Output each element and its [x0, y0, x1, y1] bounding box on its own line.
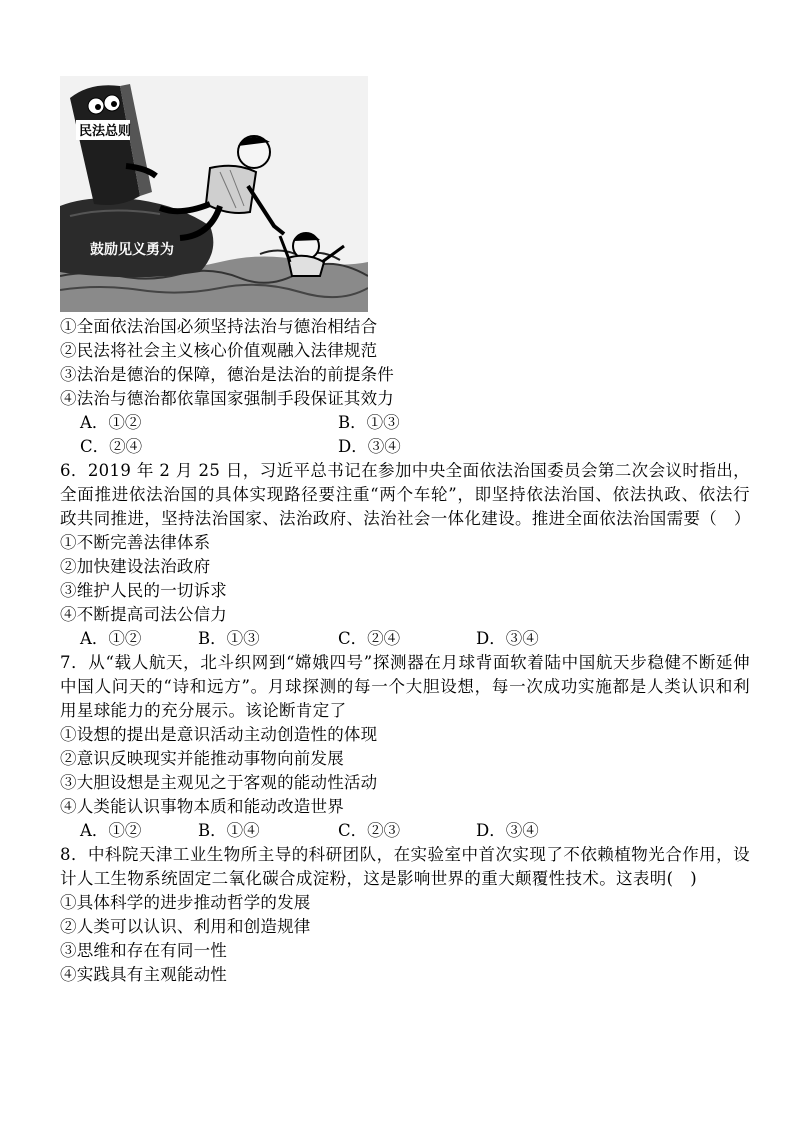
q5-option-c[interactable]: C．②④	[80, 437, 143, 456]
q7-statement: ①设想的提出是意识活动主动创造性的体现	[60, 725, 378, 744]
q6-stem: 6．2019 年 2 月 25 日，习近平总书记在参加中央全面依法治国委员会第二次会议时指出，全面推进依法治国的具体实现路径要注重“两个车轮”，即坚持依法治国、依法执政、依法行政共同推进，坚持法治国家、法治政府、法治社会一体化建设。推进全面依法治国需要（ ）	[60, 461, 751, 528]
cartoon-svg	[60, 76, 368, 312]
q5-statement: ②民法将社会主义核心价值观融入法律规范	[60, 341, 378, 360]
q6-statement: ①不断完善法律体系	[60, 533, 211, 552]
q7-option-c[interactable]: C．②③	[338, 821, 401, 840]
q6-statement: ②加快建设法治政府	[60, 557, 211, 576]
q8-statement: ②人类可以认识、利用和创造规律	[60, 917, 311, 936]
q8-statement: ①具体科学的进步推动哲学的发展	[60, 893, 311, 912]
q6-option-c[interactable]: C．②④	[338, 629, 401, 648]
q7-statement: ④人类能认识事物本质和能动改造世界	[60, 797, 344, 816]
q7-statement: ③大胆设想是主观见之于客观的能动性活动	[60, 773, 378, 792]
q8-statement: ③思维和存在有同一性	[60, 941, 227, 960]
question-8	[60, 843, 750, 987]
exam-page	[60, 315, 750, 987]
question-7	[60, 651, 750, 843]
question-6	[60, 459, 750, 651]
q5-statement: ①全面依法治国必须坚持法治与德治相结合	[60, 317, 378, 336]
q6-statement: ③维护人民的一切诉求	[60, 581, 227, 600]
q5-options-row-2	[60, 435, 750, 459]
q8-statement: ④实践具有主观能动性	[60, 965, 227, 984]
q7-option-a[interactable]: A．①②	[80, 821, 142, 840]
cartoon-illustration	[60, 76, 368, 312]
q6-statement: ④不断提高司法公信力	[60, 605, 227, 624]
q6-option-d[interactable]: D．③④	[476, 629, 539, 648]
q5-statement: ③法治是德治的保障，德治是法治的前提条件	[60, 365, 394, 384]
q5-option-d[interactable]: D．③④	[338, 437, 401, 456]
q7-option-d[interactable]: D．③④	[476, 821, 539, 840]
q6-options	[60, 627, 750, 651]
q7-statement: ②意识反映现实并能推动事物向前发展	[60, 749, 344, 768]
question-5	[60, 315, 750, 459]
q7-option-b[interactable]: B．①④	[198, 821, 260, 840]
q7-options	[60, 819, 750, 843]
rock-label: 鼓励见义勇为	[90, 242, 174, 258]
q6-option-a[interactable]: A．①②	[80, 629, 142, 648]
q5-option-a[interactable]: A．①②	[80, 413, 142, 432]
book-label: 民法总则	[79, 124, 132, 139]
q8-stem: 8．中科院天津工业生物所主导的科研团队，在实验室中首次实现了不依赖植物光合作用，设计人工生物系统固定二氧化碳合成淀粉，这是影响世界的重大颠覆性技术。这表明( )	[60, 845, 750, 888]
q5-options-row-1	[60, 411, 750, 435]
q5-statement: ④法治与德治都依靠国家强制手段保证其效力	[60, 389, 394, 408]
q6-option-b[interactable]: B．①③	[198, 629, 260, 648]
q5-option-b[interactable]: B．①③	[338, 413, 400, 432]
q7-stem: 7．从“载人航天，北斗织网到“嫦娥四号”探测器在月球背面软着陆中国航天步稳健不断延伸中国人问天的“诗和远方”。月球探测的每一个大胆设想，每一次成功实施都是人类认识和利用星球能力的充分展示。该论断肯定了	[60, 653, 750, 720]
